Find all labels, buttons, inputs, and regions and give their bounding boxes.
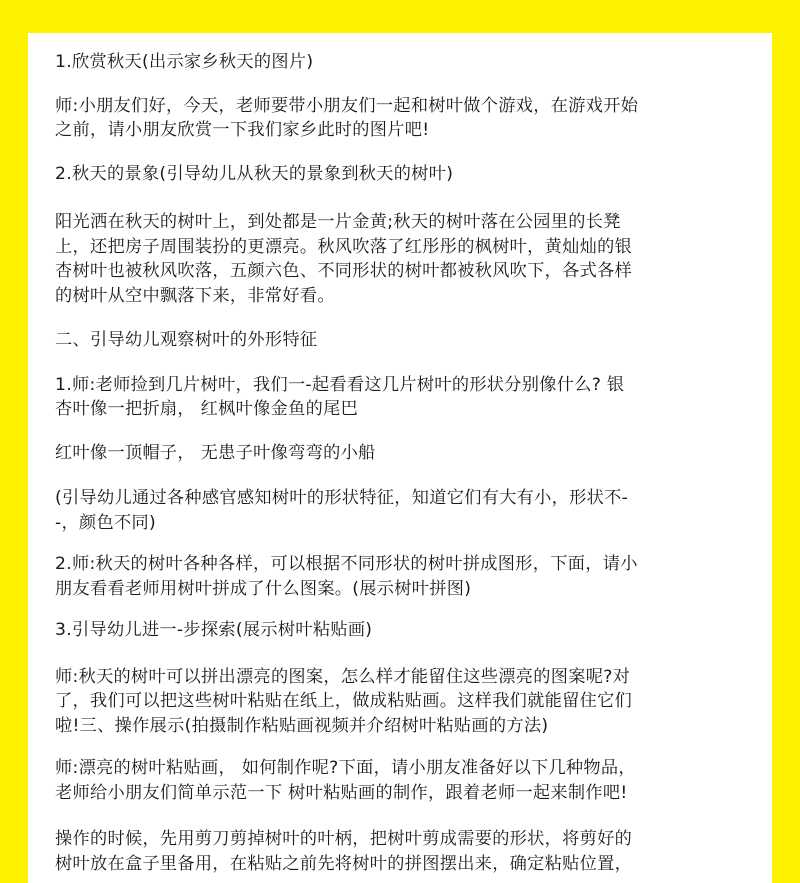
text-line: (引导幼儿通过各种感官感知树叶的形状特征，知道它们有大有小，形状不- bbox=[55, 488, 629, 508]
text-line: 1.师:老师捡到几片树叶，我们一-起看看这几片树叶的形状分别像什么? 银 bbox=[55, 374, 625, 395]
paragraph bbox=[55, 827, 746, 876]
text-line: 师:秋天的树叶可以拼出漂亮的图案，怎么样才能留住这些漂亮的图案呢?对 bbox=[55, 666, 631, 687]
text-line: 1.欣赏秋天(出示家乡秋天的图片) bbox=[55, 52, 314, 72]
text-line: 上，还把房子周围装扮的更漂亮。秋风吹落了红彤彤的枫树叶，黄灿灿的银 bbox=[55, 236, 633, 257]
text-line: 老师给小朋友们简单示范一下 树叶粘贴画的制作，跟着老师一起来制作吧! bbox=[55, 782, 628, 803]
text-line: 杏叶像一把折扇， 红枫叶像金鱼的尾巴 bbox=[55, 399, 359, 419]
paragraph bbox=[55, 756, 746, 805]
text-line: 阳光洒在秋天的树叶上，到处都是一片金黄;秋天的树叶落在公园里的长凳 bbox=[55, 212, 621, 232]
text-line: 之前，请小朋友欣赏一下我们家乡此时的图片吧! bbox=[55, 120, 430, 140]
paragraph bbox=[55, 441, 746, 466]
text-line: 师:漂亮的树叶粘贴画， 如何制作呢?下面，请小朋友准备好以下几种物品， bbox=[55, 758, 636, 778]
text-line: 啦!三、操作展示(拍摄制作粘贴画视频并介绍树叶粘贴画的方法) bbox=[55, 715, 549, 736]
text-line: 2.秋天的景象(引导幼儿从秋天的景象到秋天的树叶) bbox=[55, 163, 454, 184]
paragraph bbox=[55, 162, 746, 187]
text-line: 了，我们可以把这些树叶粘贴在纸上，做成粘贴画。这样我们就能留住它们 bbox=[55, 691, 633, 711]
text-line: -，颜色不同) bbox=[55, 512, 156, 533]
text-line: 师:小朋友们好，今天，老师要带小朋友们一起和树叶做个游戏，在游戏开始 bbox=[55, 95, 639, 116]
paragraph bbox=[55, 665, 746, 739]
text-line: 杏树叶也被秋风吹落，五颜六色、不同形状的树叶都被秋风吹下，各式各样 bbox=[55, 261, 633, 281]
text-line: 树叶放在盒子里备用，在粘贴之前先将树叶的拼图摆出来，确定粘贴位置， bbox=[55, 853, 633, 874]
text-line: 朋友看看老师用树叶拼成了什么图案。(展示树叶拼图) bbox=[55, 578, 472, 599]
document-page bbox=[28, 33, 772, 883]
text-line: 3.引导幼儿进一-步探索(展示树叶粘贴画) bbox=[55, 620, 373, 640]
text-line: 二、引导幼儿观察树叶的外形特征 bbox=[55, 330, 318, 350]
paragraph bbox=[55, 94, 746, 143]
text-line: 2.师:秋天的树叶各种各样，可以根据不同形状的树叶拼成图形，下面，请小 bbox=[55, 554, 638, 574]
paragraph bbox=[55, 328, 746, 353]
text-line: 操作的时候，先用剪刀剪掉树叶的叶柄，把树叶剪成需要的形状，将剪好的 bbox=[55, 829, 633, 849]
paragraph bbox=[55, 552, 746, 601]
paragraph bbox=[55, 373, 746, 422]
text-line: 的树叶从空中飘落下来，非常好看。 bbox=[55, 285, 335, 306]
paragraph bbox=[55, 210, 746, 308]
text-line: 红叶像一顶帽子， 无患子叶像弯弯的小船 bbox=[55, 442, 376, 463]
paragraph bbox=[55, 618, 746, 643]
paragraph bbox=[55, 50, 746, 75]
paragraph bbox=[55, 486, 746, 535]
